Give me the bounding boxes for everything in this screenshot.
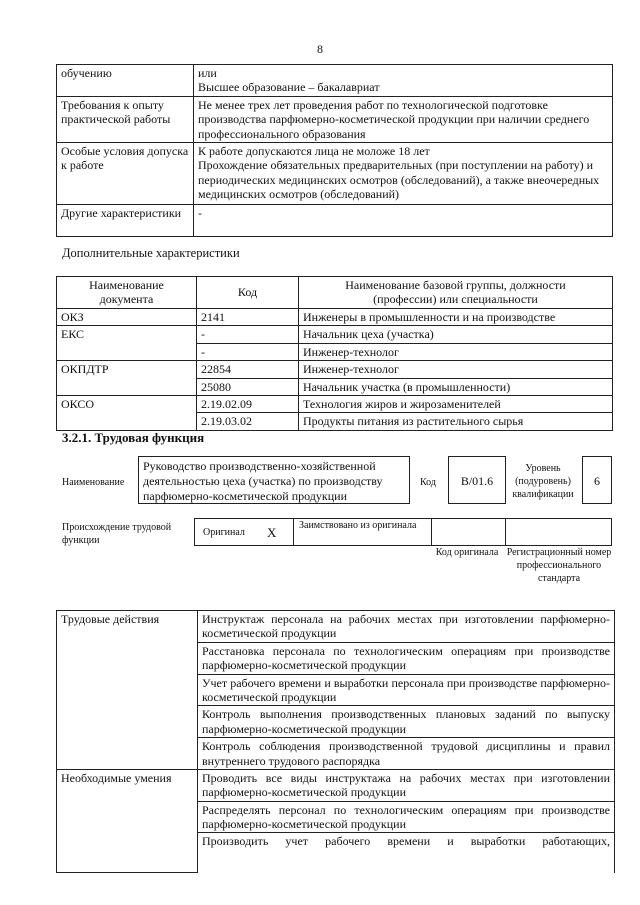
original-label: Оригинал xyxy=(203,527,245,538)
row-label: Необходимые умения xyxy=(57,769,198,873)
table-row xyxy=(57,361,613,378)
origin-row xyxy=(194,518,612,546)
column-header: Код xyxy=(197,277,299,309)
column-header: Наименование базовой группы, должности (профессии) или специальности xyxy=(299,277,613,309)
table-cell: Продукты питания из растительного сырья xyxy=(299,413,613,430)
table-cell: - xyxy=(197,343,299,360)
page-number: 8 xyxy=(317,42,323,56)
qualification-requirements-table xyxy=(56,64,613,237)
row-label: обучению xyxy=(57,65,194,97)
skill-item: Производить учет рабочего времени и выработки работающих, xyxy=(198,833,615,873)
value-line: Высшее образование – бакалавриат xyxy=(198,80,380,95)
borrowed-label: Заимствовано из оригинала xyxy=(299,520,417,531)
original-mark: X xyxy=(267,525,277,540)
origin-divider xyxy=(505,519,506,545)
function-code-label: Код xyxy=(420,477,436,488)
skill-item: Проводить все виды инструктажа на рабочих местах при изготовлении парфюмерно-косметической продукции xyxy=(198,769,615,801)
column-header: Наименование документа xyxy=(57,277,197,309)
origin-divider xyxy=(293,519,294,545)
row-value xyxy=(194,65,613,97)
action-item: Контроль выполнения производственных плановых заданий по выпуску парфюмерно-косметической продукции xyxy=(198,706,615,738)
table-cell: ЕКС xyxy=(57,326,197,361)
value-line: или xyxy=(198,66,217,80)
additional-characteristics-table xyxy=(56,276,613,431)
value-line: Прохождение обязательных предварительных (при поступлении на работу) и периодических медицинских осмотров (обследований), а также внеочередных медицинских осмотров (обследований) xyxy=(198,158,600,202)
additional-title: Дополнительные характеристики xyxy=(62,246,240,260)
labor-actions-table xyxy=(56,610,615,873)
value-line: Не менее трех лет проведения работ по технологической подготовке производства парфюмерно-косметической продукции при наличии среднего профессионального образования xyxy=(198,97,590,141)
action-item: Контроль соблюдения производственной трудовой дисциплины и правил внутреннего трудового распорядка xyxy=(198,738,615,770)
row-value xyxy=(194,96,613,142)
action-item: Учет рабочего времени и выработки персонала при производстве парфюмерно-косметической продукции xyxy=(198,674,615,706)
table-cell: ОКСО xyxy=(57,395,197,430)
table-cell: ОКПДТР xyxy=(57,361,197,396)
row-label: Особые условия допуска к работе xyxy=(57,142,194,204)
function-code-value: B/01.6 xyxy=(448,456,506,504)
table-cell: 25080 xyxy=(197,378,299,395)
row-value xyxy=(194,142,613,204)
origin-divider xyxy=(431,519,432,545)
value-line: К работе допускаются лица не моложе 18 лет xyxy=(198,143,430,158)
qualification-level-label: Уровень (подуровень) квалификации xyxy=(512,463,574,500)
action-item: Расстановка персонала по технологическим операциям при производстве парфюмерно-косметической продукции xyxy=(198,642,615,674)
row-label: Трудовые действия xyxy=(57,611,198,770)
table-header-row xyxy=(57,277,613,309)
table-row xyxy=(57,65,613,97)
table-cell: Начальник цеха (участка) xyxy=(299,326,613,343)
table-cell: Инженер-технолог xyxy=(299,343,613,360)
table-cell: ОКЗ xyxy=(57,309,197,326)
table-row xyxy=(57,769,615,801)
table-cell: 2141 xyxy=(197,309,299,326)
code-caption: Код оригинала xyxy=(435,547,499,558)
table-cell: - xyxy=(197,326,299,343)
function-name-value: Руководство производственно-хозяйственной деятельностью цеха (участка) по производству парфюмерно-косметической продукции xyxy=(138,456,410,504)
table-cell: 2.19.03.02 xyxy=(197,413,299,430)
table-cell: Инженер-технолог xyxy=(299,361,613,378)
table-row xyxy=(57,96,613,142)
table-row xyxy=(57,326,613,343)
row-value: - xyxy=(194,204,613,236)
row-label: Другие характеристики xyxy=(57,204,194,236)
section-title: 3.2.1. Трудовая функция xyxy=(62,430,205,445)
origin-label: Происхождение трудовой функции xyxy=(62,522,172,546)
table-row xyxy=(57,204,613,236)
table-row xyxy=(57,142,613,204)
table-cell: 22854 xyxy=(197,361,299,378)
table-cell: Инженеры в промышленности и на производстве xyxy=(299,309,613,326)
qualification-level-value: 6 xyxy=(582,456,612,504)
table-cell: Технология жиров и жирозаменителей xyxy=(299,395,613,412)
table-cell: Начальник участка (в промышленности) xyxy=(299,378,613,395)
skill-item: Распределять персонал по технологическим операциям при производстве парфюмерно-косметической продукции xyxy=(198,801,615,833)
table-row xyxy=(57,611,615,643)
reg-caption: Регистрационный номер профессионального стандарта xyxy=(506,547,612,584)
table-cell: 2.19.02.09 xyxy=(197,395,299,412)
action-item: Инструктаж персонала на рабочих местах при изготовлении парфюмерно-косметической продукции xyxy=(198,611,615,643)
row-label: Требования к опыту практической работы xyxy=(57,96,194,142)
function-name-label: Наименование xyxy=(62,477,125,488)
table-row xyxy=(57,309,613,326)
table-row xyxy=(57,395,613,412)
